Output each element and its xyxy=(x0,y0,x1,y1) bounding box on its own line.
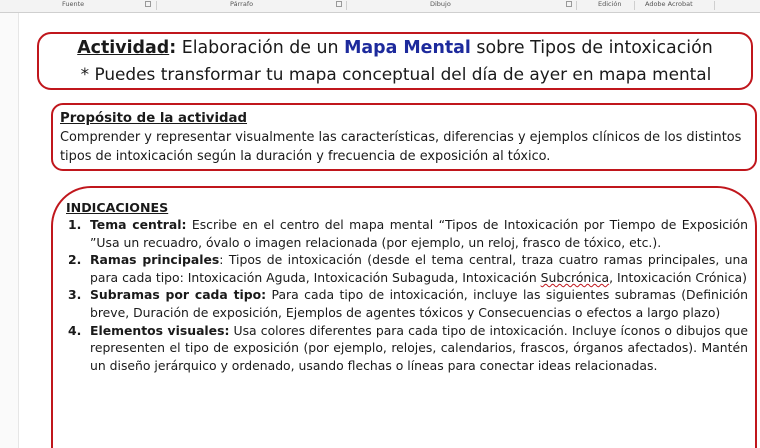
drawing-dialog-launcher-icon[interactable] xyxy=(566,1,572,7)
ribbon-group-adobe-acrobat: Adobe Acrobat xyxy=(645,0,693,8)
ribbon-group-bar xyxy=(0,0,760,13)
ribbon-separator xyxy=(634,1,635,10)
list-item xyxy=(68,286,748,321)
title-highlight: Mapa Mental xyxy=(344,38,471,58)
list-item xyxy=(68,322,748,375)
item-lead: Tema central: xyxy=(90,217,187,232)
ribbon-separator xyxy=(576,1,577,10)
font-dialog-launcher-icon[interactable] xyxy=(145,1,151,7)
ribbon-group-paragraph: Párrafo xyxy=(230,0,254,8)
ribbon-separator xyxy=(156,1,157,10)
item-number: 4. xyxy=(68,322,82,338)
title-tail: sobre Tipos de intoxicación xyxy=(470,38,713,58)
ribbon-separator xyxy=(346,1,347,10)
list-item xyxy=(68,216,748,251)
indications-heading: INDICACIONES xyxy=(66,200,169,215)
indications-list xyxy=(68,216,748,374)
ribbon-group-drawing: Dibujo xyxy=(430,0,451,8)
item-text: Escribe en el centro del mapa mental “Tipos de Intoxicación por Tiempo de Exposición ”Usa un recuadro, óvalo o imagen relacionada (por ejemplo, un reloj, frasco de tóxico, etc.). xyxy=(90,217,748,250)
ribbon-group-editing: Edición xyxy=(598,0,622,8)
title-lead: Actividad xyxy=(77,38,170,58)
item-number: 1. xyxy=(68,217,82,232)
item-number: 2. xyxy=(68,252,82,268)
item-lead: Ramas principales xyxy=(90,252,220,268)
item-lead: Elementos visuales: xyxy=(90,322,230,338)
title-colon: : xyxy=(169,38,177,58)
purpose-text: Comprender y representar visualmente las características, diferencias y ejemplos clínicos de los distintos tipos de intoxicación según la duración y frecuencia de exposición al tóxico. xyxy=(60,130,742,164)
list-item xyxy=(68,251,748,286)
activity-subtitle: * Puedes transformar tu mapa conceptual del día de ayer en mapa mental xyxy=(80,64,712,84)
ribbon-group-font: Fuente xyxy=(62,0,85,8)
item-text: , Intoxicación Crónica) xyxy=(609,269,747,285)
item-text: Para cada tipo de intoxicación, incluye las siguientes subramas (Definición breve, Duración de exposición, Ejemplos de agentes tóxicos y Consecuencias o efectos a largo plazo) xyxy=(90,287,748,320)
ribbon-separator xyxy=(714,1,715,10)
item-text: : Tipos de intoxicación (desde el tema central, traza cuatro ramas principales, una para cada tipo: Intoxicación Aguda, Intoxicación Subaguda, Intoxicación xyxy=(90,252,748,285)
paragraph-dialog-launcher-icon[interactable] xyxy=(336,1,342,7)
item-lead: Subramas por cada tipo: xyxy=(90,287,267,303)
title-mid: Elaboración de un xyxy=(176,38,345,58)
item-text: Usa colores diferentes para cada tipo de intoxicación. Incluye íconos o dibujos que representen el tipo de exposición (por ejemplo, relojes, calendarios, frascos, órganos afectados). Mantén un diseño jerárquico y ordenado, usando flechas o líneas para conectar ideas relacionadas. xyxy=(90,322,748,373)
spellcheck-flagged-word[interactable]: Subcrónica xyxy=(540,269,610,285)
purpose-heading: Propósito de la actividad xyxy=(60,111,248,126)
activity-title xyxy=(40,36,750,60)
page-margin xyxy=(0,13,19,448)
item-number: 3. xyxy=(68,287,82,303)
